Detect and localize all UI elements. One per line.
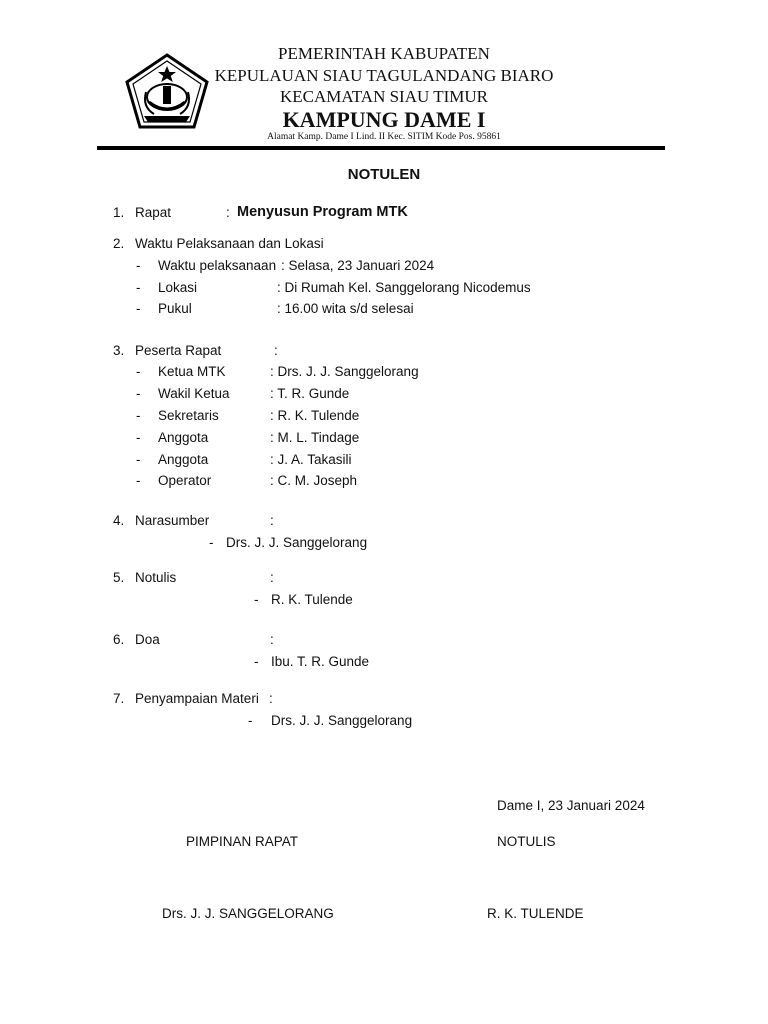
right-signatory-name: R. K. TULENDE: [487, 906, 584, 921]
participant-role: Anggota: [158, 430, 209, 445]
list-bullet: -: [136, 258, 141, 273]
document-title: NOTULEN: [347, 166, 421, 183]
right-signatory-role: NOTULIS: [497, 834, 556, 849]
section-colon: :: [269, 691, 273, 706]
letterhead-village-name: KAMPUNG DAME I: [282, 107, 486, 132]
item-label: Waktu pelaksanaan: [158, 258, 277, 273]
list-bullet: -: [136, 280, 141, 295]
letterhead-divider-thick: [97, 147, 665, 150]
speaker-name: Drs. J. J. Sanggelorang: [226, 535, 368, 550]
participant-name: : T. R. Gunde: [270, 386, 350, 401]
participant-role: Sekretaris: [158, 408, 219, 423]
section-number: 1.: [113, 205, 125, 220]
item-value: : 16.00 wita s/d selesai: [277, 301, 414, 316]
letterhead-address: Alamat Kamp. Dame I Lind. II Kec. SITIM Kode Pos. 95861: [267, 132, 501, 142]
participant-name: : Drs. J. J. Sanggelorang: [270, 364, 419, 379]
section-colon: :: [270, 513, 274, 528]
participant-name: : M. L. Tindage: [270, 430, 360, 445]
presenter-name: Drs. J. J. Sanggelorang: [271, 713, 413, 728]
section-label: Notulis: [135, 570, 177, 585]
participant-name: : C. M. Joseph: [270, 473, 358, 488]
prayer-leader-name: Ibu. T. R. Gunde: [271, 654, 370, 669]
section-colon: :: [226, 205, 230, 220]
participant-role: Operator: [158, 473, 212, 488]
participant-role: Wakil Ketua: [158, 386, 230, 401]
participant-role: Anggota: [158, 452, 209, 467]
section-number: 2.: [113, 236, 125, 251]
section-colon: :: [270, 570, 274, 585]
meeting-agenda: Menyusun Program MTK: [237, 204, 408, 220]
participant-name: : R. K. Tulende: [270, 408, 360, 423]
list-bullet: -: [254, 654, 259, 669]
section-label: Penyampaian Materi: [135, 691, 259, 706]
list-bullet: -: [136, 430, 141, 445]
place-and-date: Dame I, 23 Januari 2024: [497, 798, 645, 813]
item-value: : Di Rumah Kel. Sanggelorang Nicodemus: [277, 280, 531, 295]
section-number: 6.: [113, 632, 125, 647]
section-colon: :: [274, 343, 278, 358]
list-bullet: -: [136, 386, 141, 401]
item-value: : Selasa, 23 Januari 2024: [281, 258, 435, 273]
left-signatory-name: Drs. J. J. SANGGELORANG: [162, 906, 334, 921]
section-number: 4.: [113, 513, 125, 528]
left-signatory-role: PIMPINAN RAPAT: [186, 834, 299, 849]
letterhead-district-line: KECAMATAN SIAU TIMUR: [279, 87, 488, 106]
item-label: Lokasi: [158, 280, 198, 295]
section-label: Rapat: [135, 205, 172, 220]
participant-name: : J. A. Takasili: [270, 452, 352, 467]
section-number: 5.: [113, 570, 125, 585]
list-bullet: -: [209, 535, 214, 550]
list-bullet: -: [248, 713, 253, 728]
list-bullet: -: [136, 452, 141, 467]
list-bullet: -: [136, 408, 141, 423]
list-bullet: -: [136, 301, 141, 316]
participant-role: Ketua MTK: [158, 364, 226, 379]
section-label: Narasumber: [135, 513, 210, 528]
item-label: Pukul: [158, 301, 192, 316]
letterhead-regency-line: KEPULAUAN SIAU TAGULANDANG BIARO: [214, 66, 554, 85]
section-label: Peserta Rapat: [135, 343, 222, 358]
list-bullet: -: [136, 473, 141, 488]
section-label: Waktu Pelaksanaan dan Lokasi: [135, 236, 324, 251]
section-number: 3.: [113, 343, 125, 358]
regency-emblem-logo: [124, 52, 210, 130]
section-colon: :: [270, 632, 274, 647]
section-number: 7.: [113, 691, 125, 706]
note-taker-name: R. K. Tulende: [271, 592, 353, 607]
list-bullet: -: [254, 592, 259, 607]
list-bullet: -: [136, 364, 141, 379]
letterhead-government-line: PEMERINTAH KABUPATEN: [278, 44, 490, 63]
section-label: Doa: [135, 632, 160, 647]
